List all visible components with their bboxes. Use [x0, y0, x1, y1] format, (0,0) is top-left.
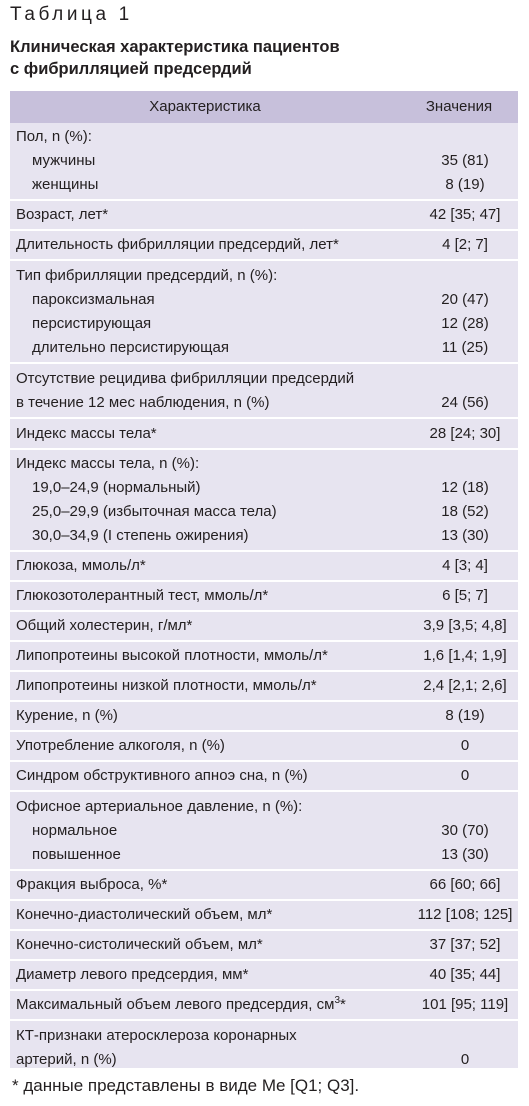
la-volume-label-text: Максимальный объем левого предсердия, см [16, 996, 335, 1013]
row-gtt-value: 6 [5; 7] [442, 587, 488, 604]
row-af-type-paroxysmal: пароксизмальная [32, 291, 155, 308]
title-line-2: с фибрилляцией предсердий [10, 60, 252, 78]
row-af-type-persistent: персистирующая [32, 315, 152, 332]
la-volume-label-sup: 3 [334, 995, 341, 1006]
la-volume-label-star: * [340, 996, 346, 1013]
row-no-recurrence-label-1: Отсутствие рецидива фибрилляции предсердий [16, 370, 355, 387]
row-gtt-label: Глюкозотолерантный тест, ммоль/л* [16, 587, 269, 604]
row-no-recurrence-label-2: в течение 12 мес наблюдения, n (%) [16, 394, 270, 411]
row-bmi-overweight: 25,0–29,9 (избыточная масса тела) [32, 503, 277, 520]
row-glucose-value: 4 [3; 4] [442, 557, 488, 574]
row-hdl-label: Липопротеины высокой плотности, ммоль/л* [16, 647, 328, 664]
header-values: Значения [425, 98, 493, 115]
patient-characteristics-table [10, 91, 518, 1068]
row-af-type-paroxysmal-value: 20 (47) [441, 291, 489, 308]
header-characteristic: Характеристика [149, 98, 261, 115]
row-divider [10, 730, 518, 732]
row-cholesterol-value: 3,9 [3,5; 4,8] [423, 617, 507, 634]
row-sex-female: женщины [32, 176, 99, 193]
row-ef-label: Фракция выброса, %* [16, 876, 168, 893]
row-sex-male-value: 35 (81) [441, 152, 489, 169]
row-bmi-label: Индекс массы тела* [16, 425, 157, 442]
row-la-diameter-value: 40 [35; 44] [429, 966, 501, 983]
row-af-duration-label: Длительность фибрилляции предсердий, лет* [16, 236, 339, 253]
row-divider [10, 550, 518, 552]
row-edv-value: 112 [108; 125] [417, 906, 513, 923]
row-divider [10, 760, 518, 762]
row-smoking-value: 8 (19) [445, 707, 485, 724]
row-age-label: Возраст, лет* [16, 206, 109, 223]
row-la-diameter-label: Диаметр левого предсердия, мм* [16, 966, 249, 983]
table-title [10, 36, 340, 80]
row-ldl-label: Липопротеины низкой плотности, ммоль/л* [16, 677, 317, 694]
row-bp-elevated-value: 13 (30) [441, 846, 489, 863]
row-bmi-normal: 19,0–24,9 (нормальный) [32, 479, 201, 496]
row-ef-value: 66 [60; 66] [429, 876, 501, 893]
row-bmi-cat-label: Индекс массы тела, n (%): [16, 455, 200, 472]
row-divider [10, 1019, 518, 1021]
row-af-type-persistent-value: 12 (28) [441, 315, 489, 332]
row-af-type-longstanding-value: 11 (25) [441, 339, 489, 356]
row-sex-label: Пол, n (%): [16, 128, 92, 145]
row-divider [10, 640, 518, 642]
row-edv-label: Конечно-диастолический объем, мл* [16, 906, 273, 923]
row-bmi-normal-value: 12 (18) [441, 479, 489, 496]
row-bp-label: Офисное артериальное давление, n (%): [16, 798, 303, 815]
row-bp-normal-value: 30 (70) [441, 822, 489, 839]
row-la-volume-value: 101 [95; 119] [421, 996, 509, 1013]
footnote: * данные представлены в виде Me [Q1; Q3]. [12, 1076, 360, 1095]
row-divider [10, 700, 518, 702]
row-hdl-value: 1,6 [1,4; 1,9] [423, 647, 507, 664]
row-bmi-obesity-value: 13 (30) [441, 527, 489, 544]
title-line-1: Клиническая характеристика пациентов [10, 38, 340, 56]
row-divider [10, 610, 518, 612]
row-ct-label-2: артерий, n (%) [16, 1051, 117, 1068]
row-esv-label: Конечно-систолический объем, мл* [16, 936, 263, 953]
row-divider [10, 580, 518, 582]
row-af-type-label: Тип фибрилляции предсердий, n (%): [16, 267, 278, 284]
row-sex-male: мужчины [32, 152, 96, 169]
row-bp-elevated: повышенное [32, 846, 121, 863]
row-bmi-value: 28 [24; 30] [429, 425, 501, 442]
row-divider [10, 448, 518, 450]
row-alcohol-label: Употребление алкоголя, n (%) [16, 737, 225, 754]
row-af-duration-value: 4 [2; 7] [442, 236, 488, 253]
row-cholesterol-label: Общий холестерин, г/мл* [16, 617, 193, 634]
row-divider [10, 670, 518, 672]
row-divider [10, 199, 518, 201]
row-age-value: 42 [35; 47] [429, 206, 501, 223]
row-no-recurrence-value: 24 (56) [441, 394, 489, 411]
row-bp-normal: нормальное [32, 822, 118, 839]
row-alcohol-value: 0 [460, 737, 470, 754]
row-la-volume-label [16, 996, 346, 1013]
row-sex-female-value: 8 (19) [445, 176, 485, 193]
table-caption: Таблица 1 [10, 4, 133, 25]
row-bmi-overweight-value: 18 (52) [441, 503, 489, 520]
row-glucose-label: Глюкоза, ммоль/л* [16, 557, 146, 574]
row-osa-label: Синдром обструктивного апноэ сна, n (%) [16, 767, 308, 784]
row-divider [10, 869, 518, 871]
row-bmi-obesity: 30,0–34,9 (I степень ожирения) [32, 527, 249, 544]
row-divider [10, 899, 518, 901]
row-osa-value: 0 [460, 767, 470, 784]
row-divider [10, 417, 518, 419]
row-divider [10, 259, 518, 261]
table-header [10, 91, 518, 123]
row-divider [10, 959, 518, 961]
row-divider [10, 929, 518, 931]
row-ct-label-1: КТ-признаки атеросклероза коронарных [16, 1027, 297, 1044]
row-divider [10, 229, 518, 231]
row-ct-value: 0 [460, 1051, 470, 1068]
row-af-type-longstanding: длительно персистирующая [32, 339, 229, 356]
row-divider [10, 989, 518, 991]
row-divider [10, 362, 518, 364]
row-divider [10, 790, 518, 792]
row-smoking-label: Курение, n (%) [16, 707, 118, 724]
row-esv-value: 37 [37; 52] [429, 936, 501, 953]
row-ldl-value: 2,4 [2,1; 2,6] [423, 677, 507, 694]
